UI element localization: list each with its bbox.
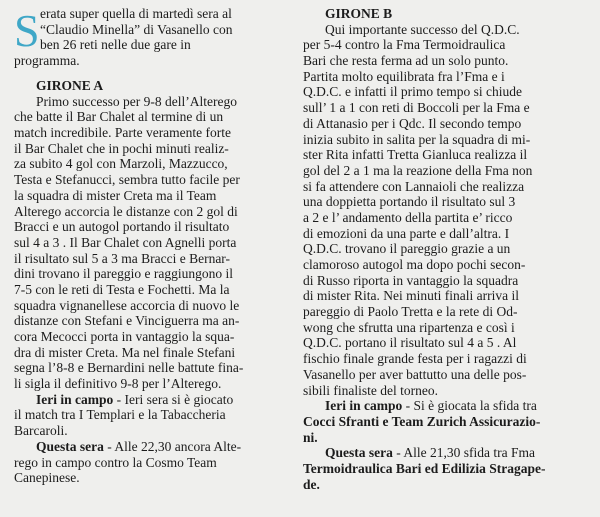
girone-a-line: li sigla il definitivo 9-8 per l’Alterego. [14,376,222,392]
drop-cap: S [14,5,40,56]
girone-a-ieri-line: il match tra I Templari e la Tabaccheria [14,407,226,423]
stasera-label: Questa sera [325,445,393,461]
intro-paragraph [14,6,300,69]
girone-b-heading: GIRONE B [325,6,393,21]
girone-b-line: clamoroso autogol ma dopo pochi secon- [303,257,526,272]
girone-b-line: ster Rita infatti Tretta Gianluca realizza il [303,147,528,163]
girone-a-line: la squadra di mister Creta ma il Team [14,187,217,203]
girone-a-line: dini trovano il pareggio e raggiungono il [14,266,233,282]
girone-b-line: gol del 2 a 1 ma la reazione della Fma non [303,162,533,178]
girone-b-line: per 5-4 contro la Fma Termoidraulica [303,37,506,53]
girone-a-line: dra di mister Creta. Ma nel finale Stefani [14,344,236,360]
girone-b-line: Qui importante successo del Q.D.C. [325,21,520,37]
girone-a-line: 7-5 con le reti di Testa e Fochetti. Ma la [14,281,230,297]
stasera-label: Questa sera [36,438,104,454]
girone-a-line: cora Mecocci porta in vantaggio la squa- [14,329,235,344]
girone-a-line: Alterego accorcia le distanze con 2 gol di [14,203,238,219]
ieri-text: - Si è giocata la sfida tra [402,398,537,414]
girone-b-ieri-line: ni. [303,429,318,445]
girone-b-ieri-line: Cocci Sfranti e Team Zurich Assicurazio- [303,413,541,429]
left-column [14,6,300,486]
girone-b-line: wong che sfrutta una ripartenza e così i [303,319,515,335]
girone-b-line: Q.D.C. trovano il pareggio grazie a un [303,241,511,257]
girone-a-line: segna l’8-8 e Bernardini nelle battute fina- [14,360,244,376]
girone-a-line: distanze con Stefani e Vinciguerra ma an- [14,313,240,329]
girone-a-heading: GIRONE A [36,78,104,93]
girone-b-line: Bari che resta ferma ad un solo punto. [303,53,509,69]
girone-b-line: sibili finaliste del torneo. [303,382,438,398]
intro-line: erata super quella di martedì sera al [40,6,232,21]
girone-a-line: Primo successo per 9-8 dell’Alterego [36,93,237,109]
girone-a-stasera-line [14,439,300,455]
girone-b-line: fischio finale grande festa per i ragazzi di [303,351,527,367]
ieri-label: Ieri in campo [325,398,403,414]
girone-a-line: il Bar Chalet che in pochi minuti realiz- [14,140,229,156]
stasera-text: - Alle 22,30 ancora Alte- [103,438,242,454]
girone-b-line: di mister Rita. Nei minuti finali arriva il [303,288,519,304]
girone-a-line: match incredibile. Parte veramente forte [14,125,232,141]
ieri-label: Ieri in campo [36,391,114,407]
girone-b-line: Partita molto equilibrata fra l’Fma e i [303,68,505,84]
girone-a-line: za subito 4 gol con Marzoli, Mazzucco, [14,156,228,172]
girone-b-line: Q.D.C. e infatti il primo tempo si chiude [303,84,522,100]
girone-b-line: pareggio di Paolo Tretta e la rete di Od- [303,304,518,320]
girone-a-line: squadra vignanellese accorcia di nuovo le [14,297,240,313]
girone-b-ieri-line [303,398,591,414]
girone-a-stasera-line: Canepinese. [14,470,80,486]
intro-line: “Claudio Minella” di Vasanello con [40,21,233,37]
girone-b-line: inizia subito in salita per la squadra di mi- [303,131,531,147]
intro-line: ben 26 reti nelle due gare in [40,37,191,53]
girone-b-line: a 2 e l’ andamento della partita e’ ricco [303,209,513,225]
girone-b-stasera-line: de. [303,476,320,492]
girone-b-line: si fa attendere con Lannaioli che realizza [303,178,525,194]
girone-b-line: di emozioni da una parte e dall’altra. I [303,225,510,241]
girone-b-line: di Attanasio per i Qdc. Il secondo tempo [303,115,522,131]
girone-a-line: il risultato sul 5 a 3 ma Bracci e Bernar- [14,250,231,266]
girone-a-line: sul 4 a 3 . Il Bar Chalet con Agnelli porta [14,234,237,250]
ieri-text: - Ieri sera si è giocato [113,391,234,407]
girone-b-line: Vasanello per aver battutto una delle pos- [303,366,527,382]
girone-b-stasera-line: Termoidraulica Bari ed Edilizia Stragape- [303,460,546,476]
girone-b-line: una doppietta portando il risultato sul 3 [303,194,516,210]
right-column [303,6,591,492]
girone-a-line: Testa e Stefanucci, sembra tutto facile per [14,172,240,188]
girone-a-line: che batte il Bar Chalet al termine di un [14,109,224,125]
girone-b-line: Q.D.C. portano il risultato sul 4 a 5 . Al [303,335,517,351]
girone-a-ieri-line: Barcaroli. [14,423,68,439]
girone-a-stasera-line: rego in campo contro la Cosmo Team [14,454,217,470]
girone-b-line: di Russo riporta in vantaggio la squadra [303,272,519,288]
girone-a-ieri-line [14,392,300,408]
girone-b-stasera-line [303,445,591,461]
intro-line: programma. [14,53,80,69]
stasera-text: - Alle 21,30 sfida tra Fma [392,445,535,461]
girone-a-line: Bracci e un autogol portando il risultato [14,219,230,235]
girone-b-line: sull’ 1 a 1 con reti di Boccoli per la Fma e [303,100,530,116]
